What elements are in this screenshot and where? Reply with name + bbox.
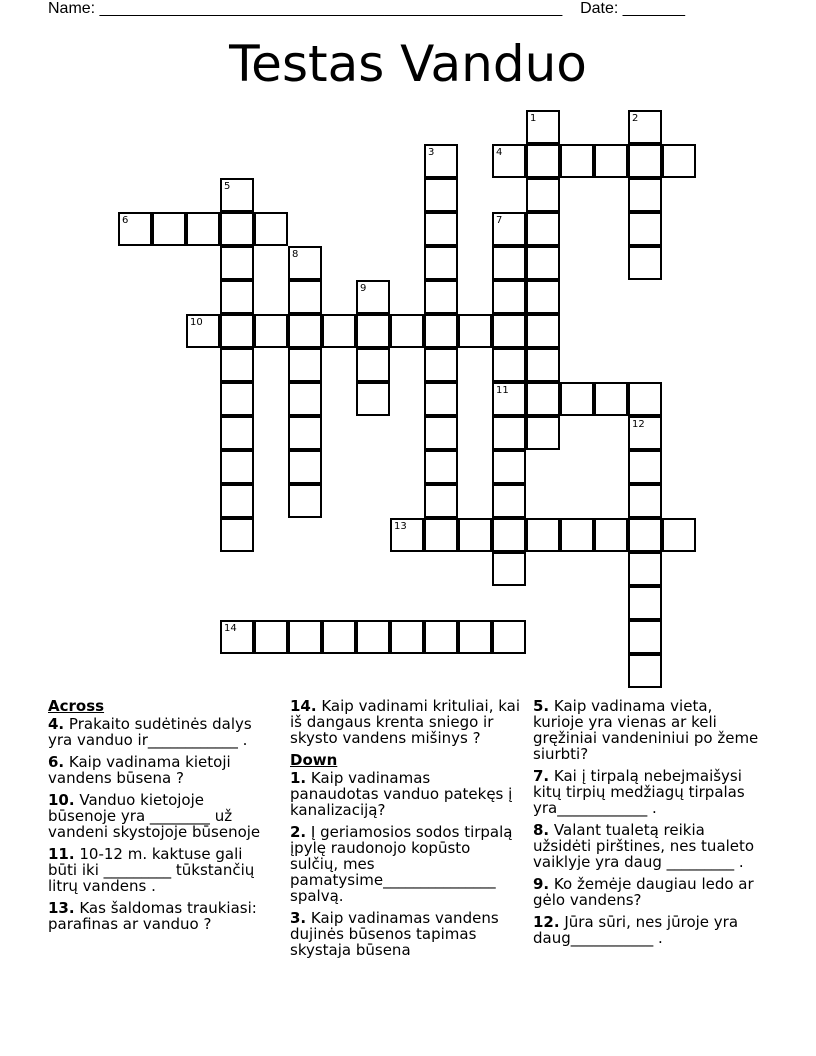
crossword-cell[interactable]	[220, 416, 254, 450]
clue-number: 9	[360, 283, 367, 294]
across-heading: Across	[48, 697, 105, 715]
crossword-cell[interactable]	[628, 518, 662, 552]
crossword-cell[interactable]	[662, 518, 696, 552]
crossword-cell[interactable]	[492, 552, 526, 586]
crossword-cell[interactable]	[220, 620, 254, 654]
crossword-cell[interactable]	[526, 382, 560, 416]
clues-column-2	[290, 698, 520, 964]
crossword-cell[interactable]	[186, 314, 220, 348]
crossword-cell[interactable]	[424, 348, 458, 382]
clue-number: 8	[292, 249, 299, 260]
clue-number: 12	[632, 419, 645, 430]
crossword-cell[interactable]	[594, 518, 628, 552]
crossword-cell[interactable]	[186, 212, 220, 246]
crossword-cell[interactable]	[424, 484, 458, 518]
crossword-cell[interactable]	[356, 314, 390, 348]
crossword-cell[interactable]	[628, 212, 662, 246]
clue-number: 11	[496, 385, 509, 396]
crossword-cell[interactable]	[628, 586, 662, 620]
crossword-cell[interactable]	[118, 212, 152, 246]
crossword-cell[interactable]	[594, 382, 628, 416]
crossword-cell[interactable]	[458, 620, 492, 654]
crossword-cell[interactable]	[254, 314, 288, 348]
clue-number: 6	[122, 215, 129, 226]
clue-down-3: 3. Kaip vadinamas vandens dujinės būsenos tapimas skystaja būsena	[290, 909, 499, 959]
crossword-cell[interactable]	[628, 484, 662, 518]
crossword-cell[interactable]	[424, 416, 458, 450]
clue-across-4: 4. Prakaito sudėtinės dalys yra vanduo ir____________ .	[48, 715, 252, 749]
clue-down-8: 8. Valant tualetą reikia užsidėti pirštines, nes tualeto vaiklyje yra daug _________ .	[533, 821, 755, 871]
crossword-cell[interactable]	[424, 246, 458, 280]
crossword-cell[interactable]	[628, 144, 662, 178]
clue-number: 10	[190, 317, 203, 328]
crossword-cell[interactable]	[492, 144, 526, 178]
clues-column-1	[48, 698, 273, 938]
clue-down-5: 5. Kaip vadinama vieta, kurioje yra vienas ar keli gręžiniai vandeniniui po žeme siurbti?	[533, 697, 759, 763]
clue-down-9: 9. Ko žemėje daugiau ledo ar gėlo vandens?	[533, 875, 754, 909]
clue-across-14: 14. Kaip vadinami krituliai, kai iš dangaus krenta sniego ir skysto vandens mišinys ?	[290, 697, 521, 747]
crossword-cell[interactable]	[560, 518, 594, 552]
crossword-cell[interactable]	[458, 314, 492, 348]
crossword-cell[interactable]	[628, 178, 662, 212]
crossword-cell[interactable]	[628, 416, 662, 450]
crossword-cell[interactable]	[322, 620, 356, 654]
crossword-cell[interactable]	[526, 280, 560, 314]
crossword-cell[interactable]	[424, 518, 458, 552]
crossword-cell[interactable]	[424, 280, 458, 314]
crossword-cell[interactable]	[662, 144, 696, 178]
crossword-cell[interactable]	[220, 314, 254, 348]
crossword-cell[interactable]	[526, 178, 560, 212]
crossword-cell[interactable]	[220, 348, 254, 382]
clue-down-7: 7. Kai į tirpalą nebejmaišysi kitų tirpių medžiagų tirpalas yra____________ .	[533, 767, 745, 817]
page-title: Testas Vanduo	[229, 35, 587, 93]
clue-number: 14	[224, 623, 237, 634]
crossword-cell[interactable]	[492, 416, 526, 450]
name-blank[interactable]: ____________________________________________________	[99, 0, 563, 17]
crossword-cell[interactable]	[492, 348, 526, 382]
down-heading: Down	[290, 751, 338, 769]
crossword-cell[interactable]	[628, 620, 662, 654]
crossword-cell[interactable]	[288, 484, 322, 518]
crossword-cell[interactable]	[458, 518, 492, 552]
crossword-cell[interactable]	[424, 314, 458, 348]
crossword-cell[interactable]	[628, 450, 662, 484]
crossword-cell[interactable]	[492, 620, 526, 654]
crossword-cell[interactable]	[288, 620, 322, 654]
crossword-cell[interactable]	[220, 178, 254, 212]
crossword-cell[interactable]	[424, 212, 458, 246]
crossword-cell[interactable]	[424, 620, 458, 654]
crossword-cell[interactable]	[288, 314, 322, 348]
crossword-cell[interactable]	[526, 314, 560, 348]
crossword-cell[interactable]	[288, 280, 322, 314]
crossword-cell[interactable]	[390, 518, 424, 552]
crossword-cell[interactable]	[220, 280, 254, 314]
crossword-cell[interactable]	[322, 314, 356, 348]
clue-number: 5	[224, 181, 231, 192]
crossword-cell[interactable]	[220, 484, 254, 518]
crossword-cell[interactable]	[220, 450, 254, 484]
clue-number: 4	[496, 147, 503, 158]
crossword-cell[interactable]	[254, 212, 288, 246]
clue-across-10: 10. Vanduo kietojoje būsenoje yra ________ už vandeni skystojoje būsenoje	[48, 791, 261, 841]
crossword-cell[interactable]	[356, 620, 390, 654]
crossword-cell[interactable]	[390, 314, 424, 348]
crossword-cell[interactable]	[628, 382, 662, 416]
crossword-cell[interactable]	[492, 246, 526, 280]
crossword-cell[interactable]	[526, 416, 560, 450]
crossword-cell[interactable]	[424, 450, 458, 484]
crossword-cell[interactable]	[390, 620, 424, 654]
clues-column-3	[533, 698, 765, 952]
crossword-cell[interactable]	[356, 280, 390, 314]
crossword-cell[interactable]	[220, 246, 254, 280]
crossword-cell[interactable]	[594, 144, 628, 178]
crossword-cell[interactable]	[220, 212, 254, 246]
date-blank[interactable]: _______	[622, 0, 686, 17]
clue-number: 7	[496, 215, 503, 226]
crossword-cell[interactable]	[526, 144, 560, 178]
clue-across-11: 11. 10-12 m. kaktuse gali būti iki _________ tūkstančių litrų vandens .	[48, 845, 255, 895]
crossword-cell[interactable]	[492, 518, 526, 552]
clue-number: 13	[394, 521, 407, 532]
crossword-cell[interactable]	[492, 212, 526, 246]
clue-across-13: 13. Kas šaldomas traukiasi: parafinas ar vanduo ?	[48, 899, 257, 933]
crossword-cell[interactable]	[526, 348, 560, 382]
crossword-cell[interactable]	[424, 382, 458, 416]
crossword-cell[interactable]	[220, 518, 254, 552]
crossword-cell[interactable]	[288, 416, 322, 450]
crossword-cell[interactable]	[288, 348, 322, 382]
crossword-cell[interactable]	[628, 110, 662, 144]
crossword-cell[interactable]	[288, 450, 322, 484]
crossword-cell[interactable]	[492, 314, 526, 348]
crossword-cell[interactable]	[424, 178, 458, 212]
crossword-cell[interactable]	[152, 212, 186, 246]
clue-down-1: 1. Kaip vadinamas panaudotas vanduo patekęs į kanalizaciją?	[290, 769, 513, 819]
clue-number: 3	[428, 147, 435, 158]
crossword-cell[interactable]	[628, 246, 662, 280]
crossword-cell[interactable]	[356, 382, 390, 416]
date-label: Date:	[580, 0, 619, 17]
crossword-cell[interactable]	[526, 212, 560, 246]
crossword-cell[interactable]	[220, 382, 254, 416]
crossword-cell[interactable]	[288, 246, 322, 280]
crossword-cell[interactable]	[492, 382, 526, 416]
crossword-cell[interactable]	[526, 110, 560, 144]
name-label: Name:	[48, 0, 96, 17]
clue-across-6: 6. Kaip vadinama kietoji vandens būsena ?	[48, 753, 231, 787]
crossword-cell[interactable]	[492, 450, 526, 484]
clue-number: 2	[632, 113, 639, 124]
clue-down-12: 12. Jūra sūri, nes jūroje yra daug___________ .	[533, 913, 739, 947]
clue-number: 1	[530, 113, 537, 124]
crossword-cell[interactable]	[560, 144, 594, 178]
crossword-cell[interactable]	[628, 654, 662, 688]
crossword-cell[interactable]	[628, 552, 662, 586]
crossword-cell[interactable]	[288, 382, 322, 416]
crossword-cell[interactable]	[356, 348, 390, 382]
crossword-cell[interactable]	[526, 246, 560, 280]
clue-down-2: 2. Į geriamosios sodos tirpalą įpylę raudonojo kopūsto sulčių, mes pamatysime_______________ spalvą.	[290, 823, 513, 905]
crossword-cell[interactable]	[424, 144, 458, 178]
crossword-cell[interactable]	[560, 382, 594, 416]
crossword-cell[interactable]	[526, 518, 560, 552]
crossword-cell[interactable]	[492, 484, 526, 518]
crossword-cell[interactable]	[492, 280, 526, 314]
crossword-cell[interactable]	[254, 620, 288, 654]
